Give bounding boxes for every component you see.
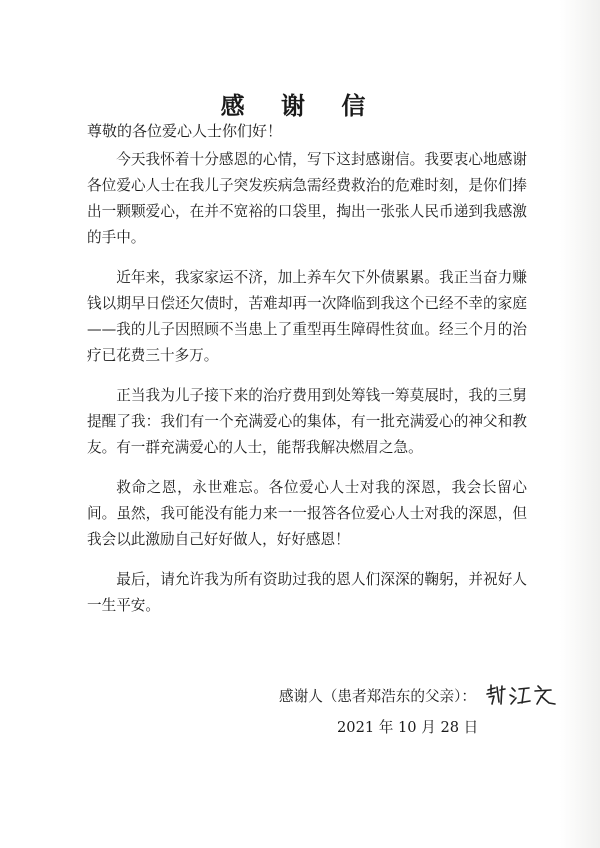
paragraph-5: 最后，请允许我为所有资助过我的恩人们深深的鞠躬，并祝好人一生平安。 — [87, 571, 527, 614]
paragraph-2: 近年来，我家家运不济，加上养车欠下外债累累。我正当奋力赚钱以期早日偿还欠债时，苦难却再一次降临到我这个已经不幸的家庭——我的儿子因照顾不当患上了重型再生障碍性贫血。经三个月的治疗已花费三十多万。 — [87, 269, 527, 364]
letter-date: 2021 年 10 月 28 日 — [337, 719, 479, 736]
signoff-line — [279, 682, 565, 712]
paragraph-4: 救命之恩，永世难忘。各位爱心人士对我的深恩，我会长留心间。虽然，我可能没有能力来一一报答各位爱心人士对我的深恩，但我会以此激励自己好好做人，好好感恩！ — [87, 479, 527, 548]
paragraph-1: 今天我怀着十分感恩的心情，写下这封感谢信。我要衷心地感谢各位爱心人士在我儿子突发疾病急需经费救治的危难时刻，是你们捧出一颗颗爱心，在并不宽裕的口袋里，掏出一张张人民币递到我感激的手中。 — [87, 151, 527, 246]
paragraph-3: 正当我为儿子接下来的治疗费用到处筹钱一筹莫展时，我的三舅提醒了我：我们有一个充满爱心的集体，有一批充满爱心的神父和教友。有一群充满爱心的人士，能帮我解决燃眉之急。 — [87, 387, 527, 456]
scan-edge-shadow — [560, 0, 600, 848]
letter-title: 感 谢 信 — [220, 92, 380, 120]
letter-greeting: 尊敬的各位爱心人士你们好！ — [87, 122, 283, 140]
letter-body — [87, 147, 527, 633]
handwritten-signature — [485, 682, 565, 712]
signoff-label: 感谢人（患者郑浩东的父亲）： — [279, 688, 477, 705]
